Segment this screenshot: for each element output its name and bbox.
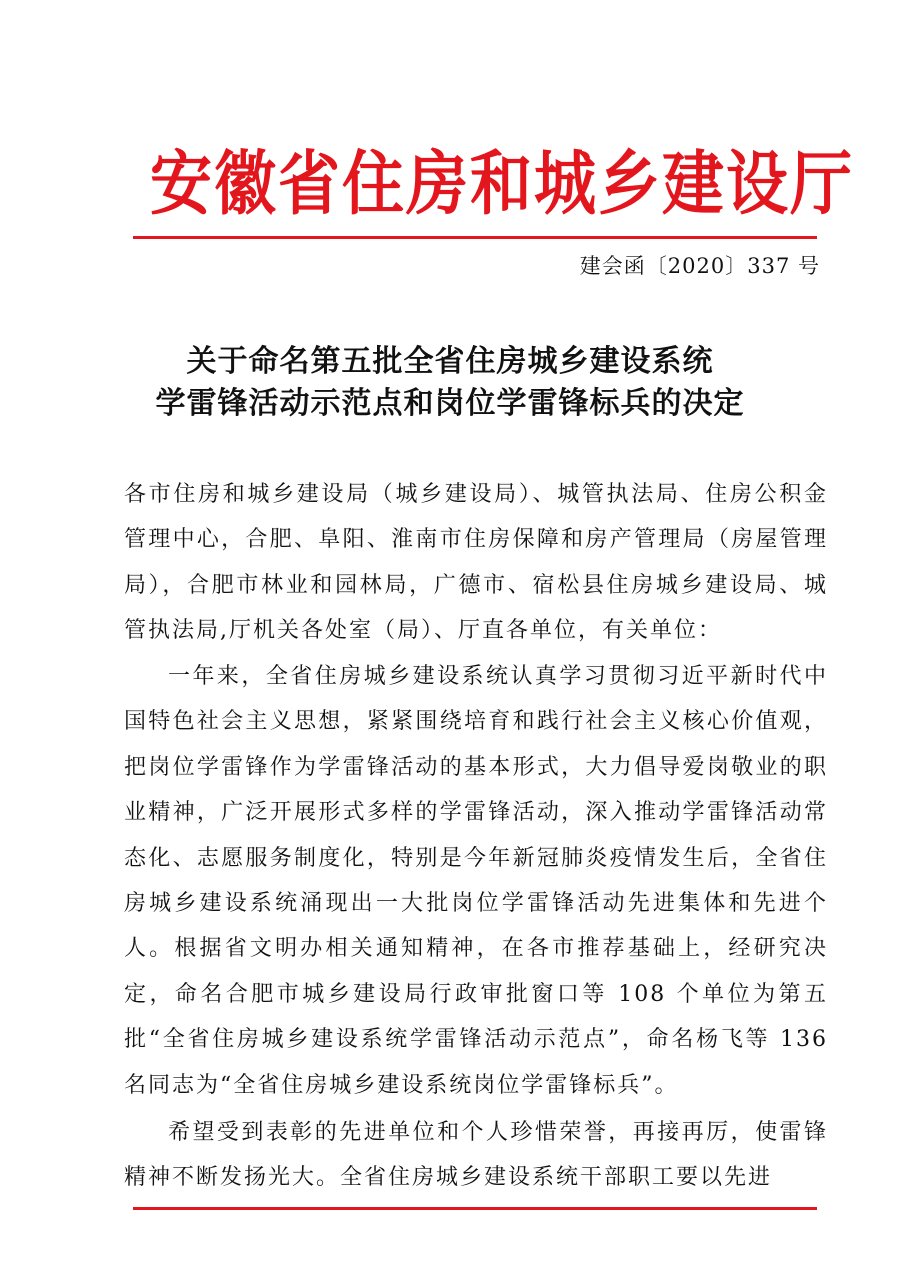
header-red-rule [133,236,817,239]
document-title-line-1: 关于命名第五批全省住房城乡建设系统 [186,344,714,379]
header-org-name: 安徽省住房和城乡建设厅 [150,142,855,225]
document-title-line-2: 学雷锋活动示范点和岗位学雷锋标兵的决定 [155,386,745,421]
body-paragraph-2: 希望受到表彰的先进单位和个人珍惜荣誉，再接再厉，使雷锋精神不断发扬光大。全省住房城乡建设系统干部职工要以先进 [124,1120,828,1191]
salutation: 各市住房和城乡建设局（城乡建设局）、城管执法局、住房公积金管理中心，合肥、阜阳、淮南市住房保障和房产管理局（房屋管理局），合肥市林业和园林局，广德市、宿松县住房城乡建设局、城管执法局,厅机关各处室（局）、厅直各单位，有关单位： [124,482,828,644]
document-number: 建会函〔2020〕337 号 [579,254,820,278]
footer-red-rule [133,1207,817,1210]
body-paragraph-1: 一年来，全省住房城乡建设系统认真学习贯彻习近平新时代中国特色社会主义思想，紧紧围绕培育和践行社会主义核心价值观，把岗位学雷锋作为学雷锋活动的基本形式，大力倡导爱岗敬业的职业精神，广泛开展形式多样的学雷锋活动，深入推动学雷锋活动常态化、志愿服务制度化，特别是今年新冠肺炎疫情发生后，全省住房城乡建设系统涌现出一大批岗位学雷锋活动先进集体和先进个人。根据省文明办相关通知精神，在各市推荐基础上，经研究决定，命名合肥市城乡建设局行政审批窗口等 108 个单位为第五批“全省住房城乡建设系统学雷锋活动示范点”，命名杨飞等 136 名同志为“全省住房城乡建设系统岗位学雷锋标兵”。 [124,664,828,1098]
